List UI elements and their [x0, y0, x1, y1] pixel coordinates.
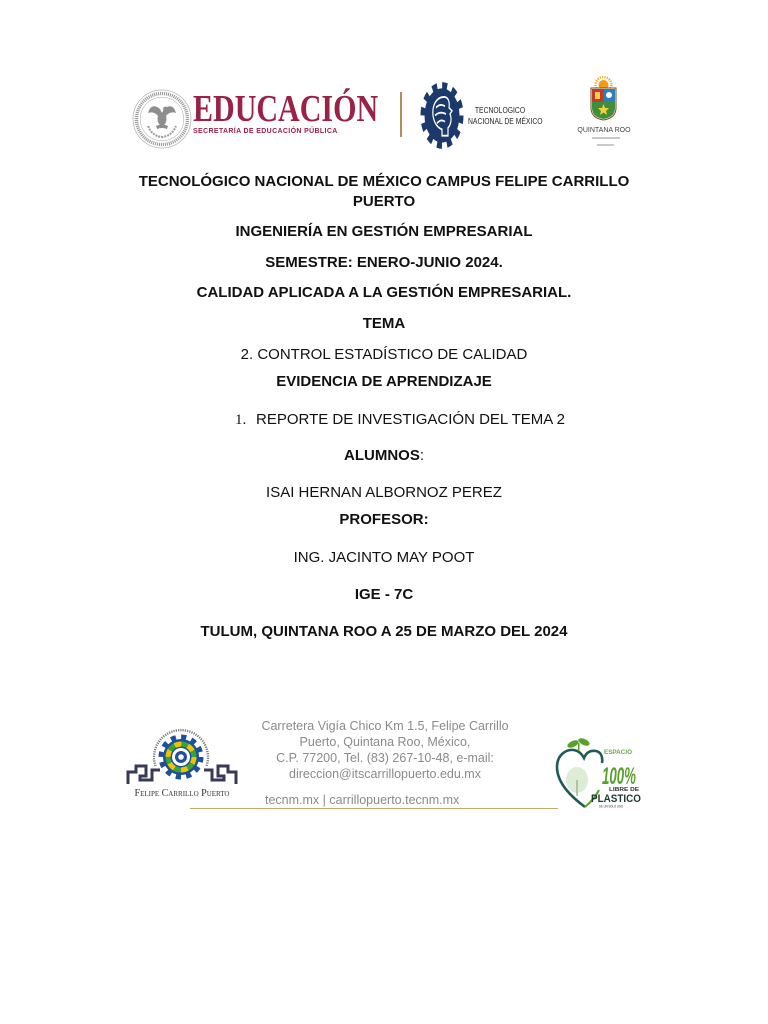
illegible-tagline-mark: [597, 144, 614, 146]
place-and-date: TULUM, QUINTANA ROO A 25 DE MARZO DEL 2024: [200, 623, 568, 640]
topic-label: TEMA: [362, 315, 406, 332]
websites: tecnm.mx | carrillopuerto.tecnm.mx: [265, 793, 460, 807]
badge-middle-text: LIBRE DE: [609, 787, 640, 793]
evidence-label: EVIDENCIA DE APRENDIZAJE: [276, 373, 492, 390]
list-item-text: REPORTE DE INVESTIGACIÓN DEL TEMA 2: [256, 411, 565, 428]
tecnm-logo-line1: TECNOLOGICO: [474, 105, 526, 115]
address-email: direccion@itscarrillopuerto.edu.mx: [289, 767, 481, 781]
semester: SEMESTRE: ENERO-JUNIO 2024.: [265, 254, 503, 271]
topic: 2. CONTROL ESTADÍSTICO DE CALIDAD: [240, 346, 528, 363]
tecnm-logo-line2: NACIONAL DE MÉXICO: [468, 116, 543, 126]
quintana-roo-name: QUINTANA ROO: [577, 127, 631, 134]
mayan-fret-left: [128, 766, 160, 784]
teacher-name: ING. JACINTO MAY POOT: [293, 549, 475, 566]
institution-name: TECNOLÓGICO NACIONAL DE MÉXICO CAMPUS FELIPE CARRILLO PUERTO: [138, 173, 630, 210]
teacher-label: PROFESOR:: [339, 511, 429, 528]
badge-bottom-text: DE UN SOLO USO: [599, 804, 624, 809]
list-item-number: 1.: [235, 412, 247, 428]
badge-percent: 100%: [602, 763, 636, 790]
address-line: Puerto, Quintana Roo, México,: [299, 735, 471, 749]
student-name: ISAI HERNAN ALBORNOZ PEREZ: [266, 484, 502, 501]
sep-wordmark: EDUCACIÓN: [193, 88, 379, 130]
students-label: ALUMNOS: [344, 447, 420, 464]
quintana-roo-shield: [586, 76, 622, 122]
group: IGE - 7C: [354, 586, 414, 603]
eagle-emblem: [148, 106, 176, 129]
footer-rule: [190, 808, 558, 809]
illegible-tagline-mark: [592, 137, 620, 139]
header-divider: [400, 92, 402, 137]
subject-name: CALIDAD APLICADA A LA GESTIÓN EMPRESARIAL.: [196, 284, 572, 301]
address-line: C.P. 77200, Tel. (83) 267-10-48, e-mail:: [276, 751, 494, 765]
plastic-free-badge: [553, 736, 645, 810]
sep-mexico-seal: [131, 88, 193, 150]
badge-top-text: ESPACIO: [604, 750, 633, 756]
students-heading: [0, 447, 768, 465]
address-line: Carretera Vigía Chico Km 1.5, Felipe Carrillo: [261, 719, 509, 733]
badge-main-text: PLASTICO: [591, 793, 642, 805]
tecnm-gear-logo: [420, 81, 464, 150]
students-label-colon: :: [419, 447, 424, 464]
campus-logo-caption: Felipe Carrillo Puerto: [134, 788, 230, 799]
sep-subtitle: SECRETARÍA DE EDUCACIÓN PÚBLICA: [193, 128, 338, 135]
address-block: [190, 718, 580, 782]
career-name: INGENIERÍA EN GESTIÓN EMPRESARIAL: [235, 223, 533, 240]
